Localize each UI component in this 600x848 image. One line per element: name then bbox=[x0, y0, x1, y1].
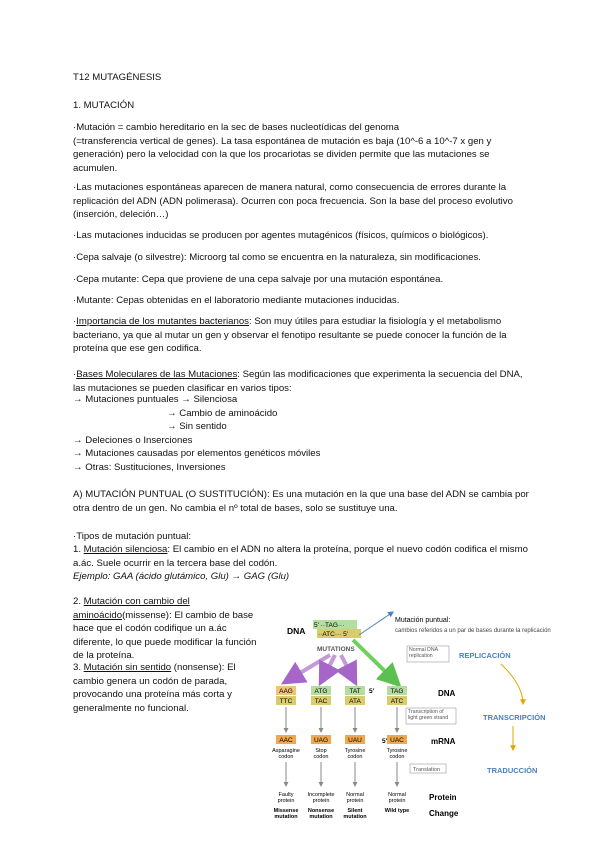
column-protein-2: protein bbox=[388, 798, 406, 804]
t3-num: 3. bbox=[73, 662, 84, 673]
protein-label: Protein bbox=[429, 793, 457, 802]
column-protein-1: Normal bbox=[388, 792, 406, 798]
para-tipo-silenciosa bbox=[73, 543, 533, 570]
t1-text: : El cambio en el ADN no altera la proteína, porque el nuevo codón codifica el mismo a.ác. Suele ocurrir en la tercera base del codón. bbox=[73, 544, 528, 569]
right-dna-label: DNA bbox=[438, 689, 456, 698]
column-aa-word: codon bbox=[278, 754, 294, 760]
mutations-label: MUTATIONS bbox=[317, 646, 355, 653]
list-item-puntuales: → Mutaciones puntuales → Silenciosa bbox=[73, 394, 238, 405]
bases-label: Bases Moleculares de las Mutaciones bbox=[76, 369, 238, 380]
importancia-label: Importancia de los mutantes bacterianos bbox=[76, 316, 249, 327]
fig-dna-label: DNA bbox=[287, 626, 306, 636]
top-strand-text: 5' ··TAG··· bbox=[314, 622, 345, 629]
para-bases: ·Bases Moleculares de las Mutaciones: Según las modificaciones que experimenta la secuencia del DNA, las mutaciones se pueden clasificar en varios tipos: bbox=[73, 369, 523, 394]
replicacion-label: REPLICACIÓN bbox=[459, 651, 511, 660]
para-inducidas: ·Las mutaciones inducidas se producen por agentes mutagénicos (físicos, químicos o biológicos). bbox=[73, 230, 489, 241]
bottom-strand-text: ··ATC··· 5' bbox=[318, 631, 349, 638]
column-protein-2: protein bbox=[277, 798, 295, 804]
para-espontaneas: ·Las mutaciones espontáneas aparecen de manera natural, como consecuencia de errores durante la replicación del ADN (ADN polimerasa). Ocurren con poca frecuencia. Son la base del proceso evolutivo (inserción, deleción…) bbox=[73, 182, 513, 220]
column-change-2: mutation bbox=[274, 814, 298, 820]
five-prime-dna: 5' bbox=[369, 688, 375, 695]
arrow-to-point bbox=[359, 612, 393, 635]
bases-text: : Según las modificaciones que experimenta la secuencia del DNA, las mutaciones se pueden clasificar en varios tipos: bbox=[73, 369, 523, 394]
arrow-silent bbox=[341, 655, 355, 682]
t2-text: (missense): El cambio de base hace que el codón codifique un a.ác diferente, lo que puede modificar la función de la proteína. bbox=[73, 609, 257, 661]
list-item-otras: → Otras: Sustituciones, Inversiones bbox=[73, 462, 226, 473]
column-change-1: Nonsense bbox=[307, 808, 335, 814]
column-aa-name: Asparagine bbox=[272, 748, 300, 754]
doc-title: T12 MUTAGÉNESIS bbox=[73, 72, 162, 83]
column-aa-name: Tyrosine bbox=[344, 748, 366, 754]
mutacion-def-rest: (=transferencia vertical de genes). La tasa espontánea de mutación es baja (10^-6 a 10^-7 x gen y generación) pero la velocidad con la que los procariotas se dividen permite que las mutaciones se acumulen. bbox=[73, 135, 492, 174]
list-sin-sentido-text: → Sin sentido bbox=[167, 421, 227, 432]
column-bottom-codon: ATC bbox=[390, 698, 404, 705]
normal-replication-text: Normal DNA replication bbox=[409, 647, 438, 660]
column-mrna-codon: AAC bbox=[279, 737, 293, 744]
para-cepa-salvaje: ·Cepa salvaje (o silvestre): Microorg tal como se encuentra en la naturaleza, sin modificaciones. bbox=[73, 252, 481, 263]
column-aa-name: Tyrosine bbox=[386, 748, 408, 754]
column-change-1: Missense bbox=[273, 808, 299, 814]
column-top-codon: AAG bbox=[279, 688, 293, 695]
mrna-label: mRNA bbox=[431, 737, 456, 746]
list-item-sin-sentido bbox=[73, 420, 533, 434]
transcription-text: Transcription of light green strand bbox=[408, 709, 449, 722]
column-protein-2: protein bbox=[312, 798, 330, 804]
column-protein-1: Faulty bbox=[278, 792, 294, 798]
column-bottom-codon: TTC bbox=[279, 698, 293, 705]
mutacion-def-line1: ·Mutación = cambio hereditario en la sec de bases nucleotídicas del genoma bbox=[73, 122, 400, 133]
column-change-1: Wild type bbox=[384, 808, 410, 814]
para-importancia: ·Importancia de los mutantes bacterianos: Son muy útiles para estudiar la fisiología y el metabolismo bacteriano, ya que al mutar un gen y observar el fenotipo resultante se puede conocer la función de la proteína que ese gen codifica. bbox=[73, 316, 507, 354]
column-aa-name: Stop bbox=[315, 748, 327, 754]
column-mrna-codon: UAG bbox=[313, 737, 329, 744]
column-top-codon: TAT bbox=[349, 688, 361, 695]
five-prime-mrna: 5' bbox=[382, 738, 388, 745]
column-top-codon: TAG bbox=[390, 688, 404, 695]
para-ejemplo: Ejemplo: GAA (ácido glutámico, Glu) → GAG (Glu) bbox=[73, 571, 290, 582]
para-mutacion-def bbox=[73, 121, 533, 175]
column-mrna-codon: UAC bbox=[390, 737, 404, 744]
column-mrna-codon: UAU bbox=[348, 737, 362, 744]
t2-label: Mutación con cambio del aminoácido bbox=[73, 596, 190, 621]
translation-text: Translation bbox=[413, 767, 441, 773]
column-top-codon: ATG bbox=[314, 688, 328, 695]
column-bottom-codon: ATA bbox=[349, 698, 361, 705]
importancia-text: : Son muy útiles para estudiar la fisiología y el metabolismo bacteriano, ya que al mutar un gen y observar el fenotipo resultante se puede conocer la función de la proteína que ese gen codifica. bbox=[73, 316, 507, 354]
section-mutacion-puntual: A) MUTACIÓN PUNTUAL (O SUSTITUCIÓN): Es una mutación en la que una base del ADN se cambia por otra dentro de un gen. No cambia el nº total de bases, solo se sustituye una. bbox=[73, 489, 529, 514]
arrow-replicacion-transcripcion bbox=[501, 664, 523, 704]
column-aa-word: codon bbox=[389, 754, 405, 760]
t2-num: 2. bbox=[73, 596, 84, 607]
para-tipos: ·Tipos de mutación puntual: bbox=[73, 531, 192, 542]
t1-num: 1. bbox=[73, 544, 84, 555]
arrow-normal bbox=[353, 640, 398, 684]
traduccion-label: TRADUCCIÓN bbox=[487, 766, 538, 775]
change-label: Change bbox=[429, 809, 459, 818]
column-aa-word: codon bbox=[313, 754, 329, 760]
transcripcion-label: TRANSCRIPCIÓN bbox=[483, 713, 546, 722]
point-title: Mutación puntual: bbox=[395, 617, 451, 624]
column-bottom-codon: TAC bbox=[314, 698, 328, 705]
column-protein-1: Normal bbox=[346, 792, 364, 798]
column-change-1: Silent bbox=[347, 808, 363, 814]
list-item-moviles: → Mutaciones causadas por elementos genéticos móviles bbox=[73, 448, 321, 459]
t1-label: Mutación silenciosa bbox=[83, 544, 168, 555]
column-protein-1: Incomplete bbox=[307, 792, 335, 798]
list-item-cambio bbox=[73, 407, 533, 421]
point-sub: cambios referidos a un par de bases durante la replicación bbox=[395, 628, 551, 634]
mutation-diagram bbox=[255, 600, 555, 830]
list-cambio-text: → Cambio de aminoácido bbox=[167, 408, 278, 419]
t3-label: Mutación sin sentido bbox=[83, 662, 172, 673]
section-heading-mutacion: 1. MUTACIÓN bbox=[73, 100, 135, 111]
para-cepa-mutante: ·Cepa mutante: Cepa que proviene de una cepa salvaje por una mutación espontánea. bbox=[73, 274, 444, 285]
para-mutante: ·Mutante: Cepas obtenidas en el laboratorio mediante mutaciones inducidas. bbox=[73, 295, 400, 306]
column-change-2: mutation bbox=[343, 814, 367, 820]
column-protein-2: protein bbox=[346, 798, 364, 804]
para-tipo-nonsense bbox=[73, 661, 263, 715]
t3-text: (nonsense): El cambio genera un codón de parada, provocando una proteína más corta y generalmente no funcional. bbox=[73, 662, 236, 714]
mutation-columns bbox=[272, 686, 409, 820]
column-aa-word: codon bbox=[347, 754, 363, 760]
column-change-2: mutation bbox=[309, 814, 333, 820]
list-item-deleciones: → Deleciones o Inserciones bbox=[73, 435, 193, 446]
para-tipo-missense bbox=[73, 595, 263, 663]
